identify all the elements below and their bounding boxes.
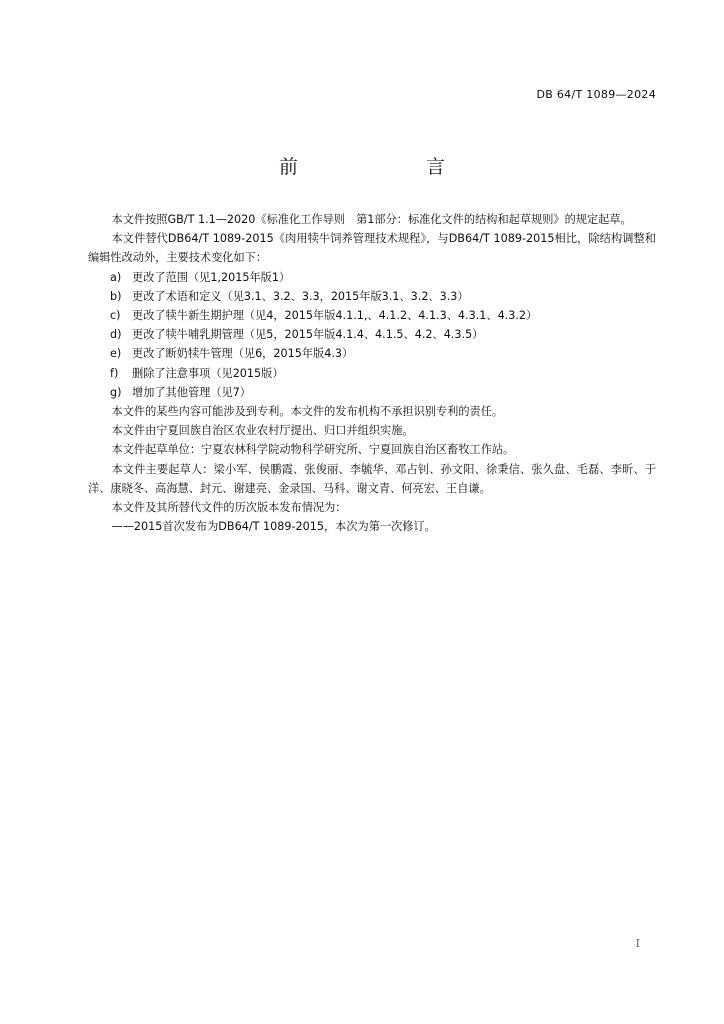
foreword-body bbox=[88, 210, 656, 536]
list-item bbox=[88, 306, 656, 325]
list-marker: d) bbox=[110, 328, 122, 342]
list-marker: f) bbox=[110, 366, 119, 380]
list-item bbox=[88, 287, 656, 306]
paragraph-drafting-basis: 本文件按照GB/T 1.1—2020《标准化工作导则 第1部分：标准化文件的结构和起草规则》的规定起草。 bbox=[111, 213, 632, 226]
list-item bbox=[88, 344, 656, 363]
paragraph-replacement: 本文件替代DB64/T 1089-2015《肉用犊牛饲养管理技术规程》，与DB64/T 1089-2015相比，除结构调整和编辑性改动外，主要技术变化如下： bbox=[88, 232, 656, 265]
list-item-text: 更改了犊牛哺乳期管理（见5，2015年版4.1.4、4.1.5、4.2、4.3.5） bbox=[132, 328, 484, 342]
list-marker: c) bbox=[110, 309, 121, 323]
paragraph-drafting-units: 本文件起草单位：宁夏农林科学院动物科学研究所、宁夏回族自治区畜牧工作站。 bbox=[111, 443, 515, 457]
list-item-text: 更改了犊牛新生期护理（见4，2015年版4.1.1,、4.1.2、4.1.3、4.3.1、4.3.2） bbox=[132, 309, 538, 323]
list-item-text: 增加了其他管理（见7） bbox=[132, 385, 251, 399]
list-item bbox=[88, 325, 656, 344]
paragraph-version-history: 本文件及其所替代文件的历次版本发布情况为： bbox=[111, 501, 347, 515]
page-title: 前 言 bbox=[278, 156, 475, 178]
list-marker: b) bbox=[110, 289, 122, 303]
list-item-text: 删除了注意事项（见2015版） bbox=[132, 366, 284, 380]
paragraph-patent-notice: 本文件的某些内容可能涉及到专利。本文件的发布机构不承担识别专利的责任。 bbox=[111, 405, 504, 419]
paragraph-proposer: 本文件由宁夏回族自治区农业农村厅提出、归口并组织实施。 bbox=[111, 424, 414, 438]
paragraph-first-release: ——2015首次发布为DB64/T 1089-2015，本次为第一次修订。 bbox=[111, 520, 436, 534]
list-item bbox=[88, 268, 656, 287]
paragraph-drafters: 本文件主要起草人：梁小军、侯鹏霞、张俊丽、李毓华、邓占钊、孙文阳、徐秉信、张久盘、毛磊、李昕、于洋、康晓冬、高海慧、封元、谢建亮、金录国、马科、谢文青、何亮宏、王自谦。 bbox=[88, 462, 656, 495]
list-item-text: 更改了术语和定义（见3.1、3.2、3.3，2015年版3.1、3.2、3.3） bbox=[132, 289, 469, 303]
list-item-text: 更改了范围（见1,2015年版1） bbox=[132, 270, 291, 284]
changes-list bbox=[88, 268, 656, 402]
list-marker: a) bbox=[110, 270, 122, 284]
list-marker: g) bbox=[110, 385, 122, 399]
list-item bbox=[88, 364, 656, 383]
standard-code: DB 64/T 1089—2024 bbox=[536, 88, 656, 101]
list-item bbox=[88, 383, 656, 402]
list-marker: e) bbox=[110, 347, 122, 361]
list-item-text: 更改了断奶犊牛管理（见6，2015年版4.3） bbox=[132, 347, 354, 361]
page-number: I bbox=[635, 937, 640, 950]
